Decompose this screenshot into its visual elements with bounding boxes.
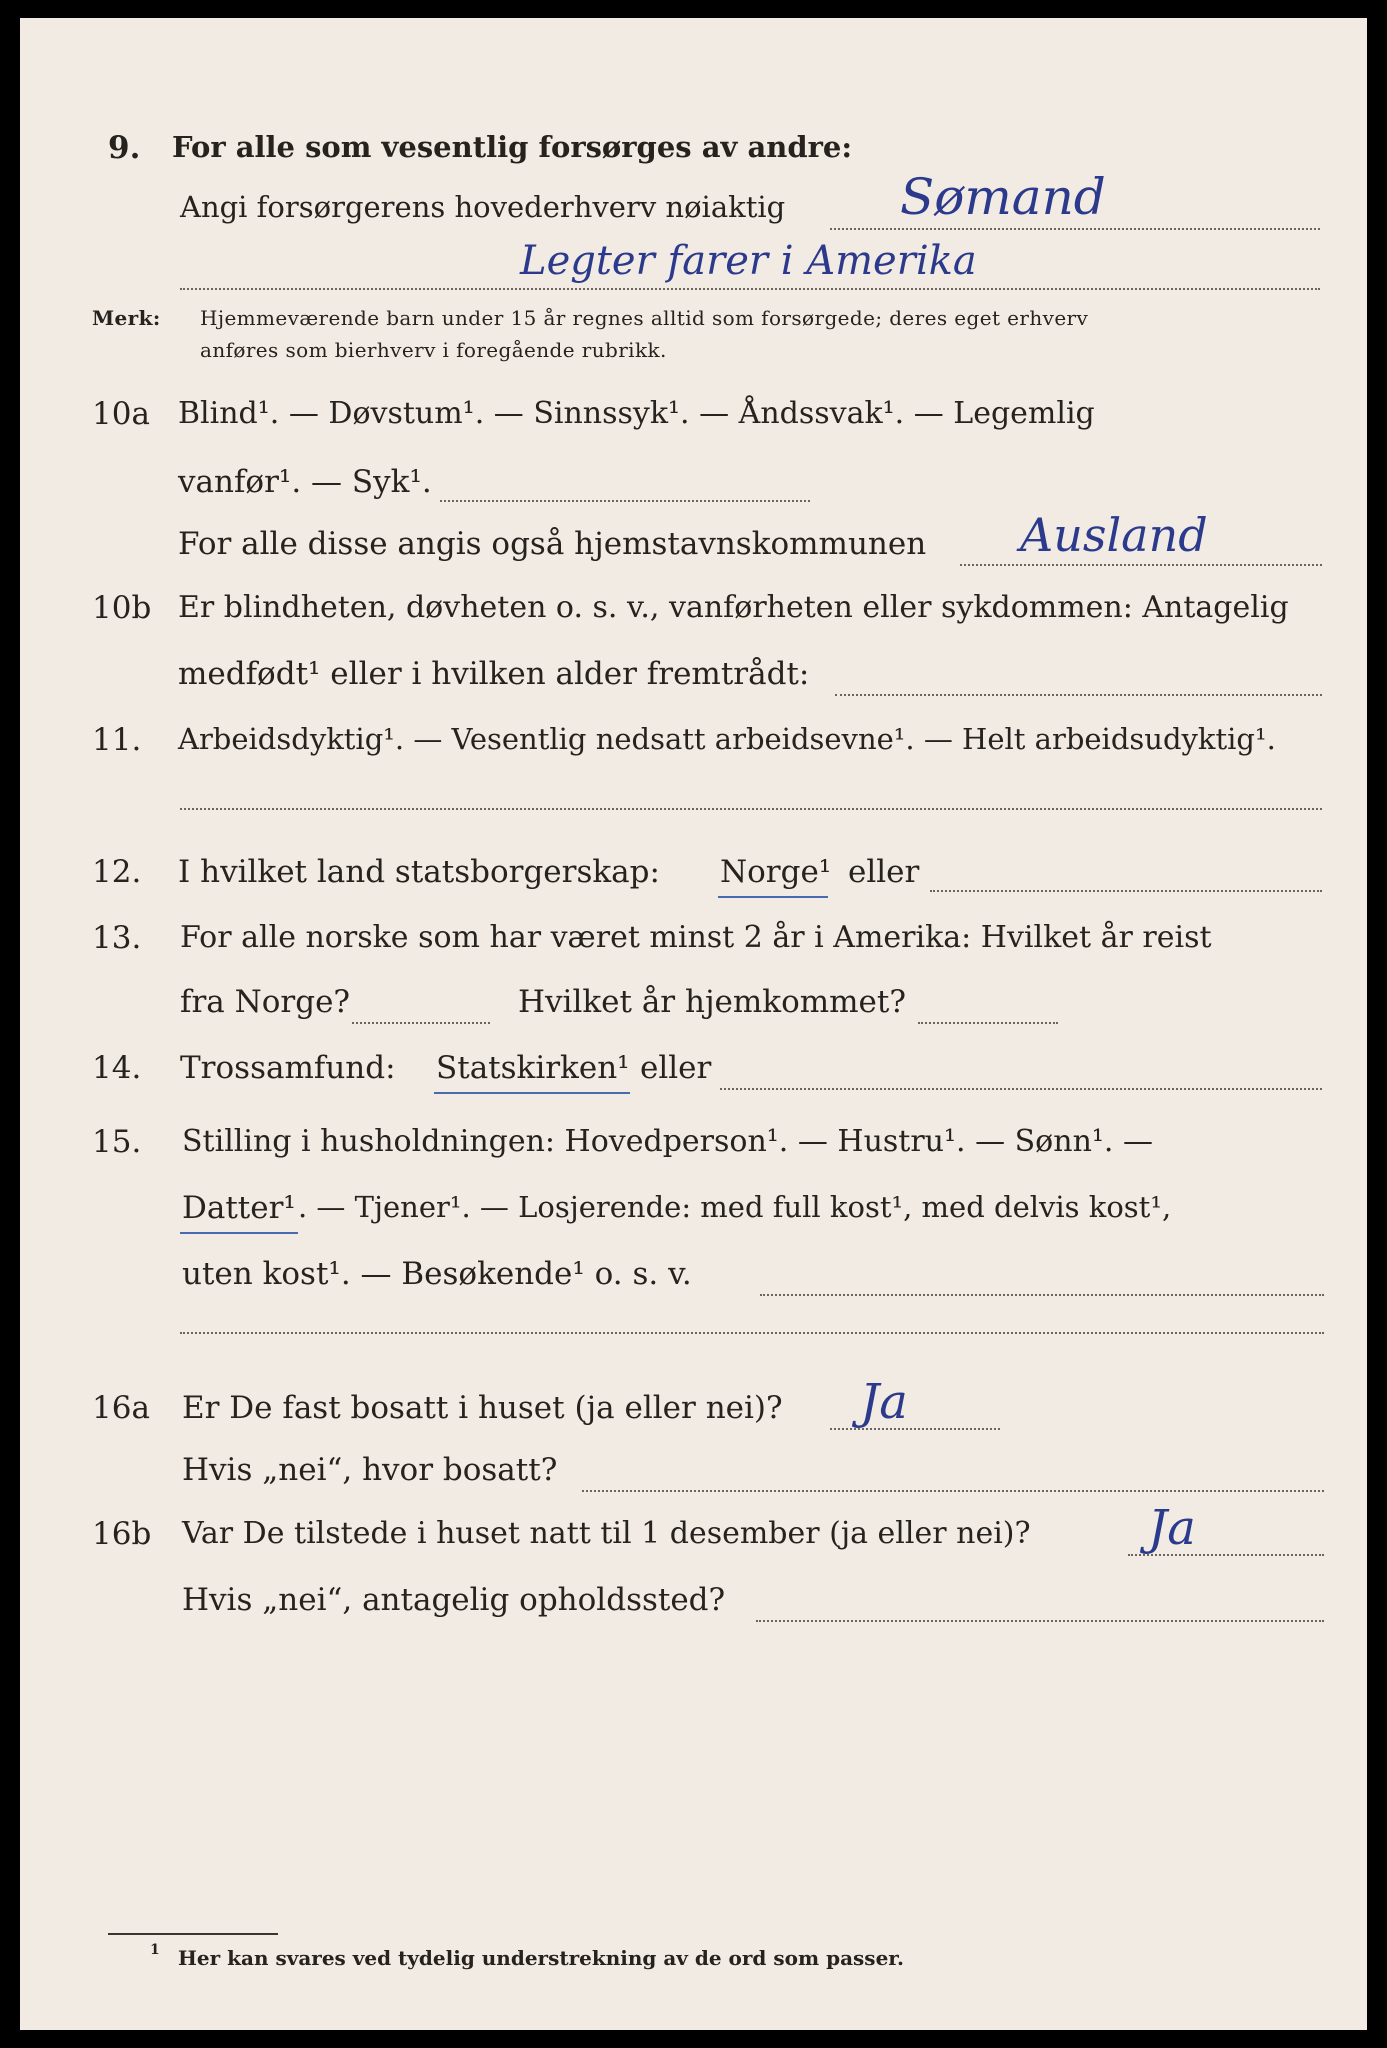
handwritten-answer: Ja — [1148, 1500, 1196, 1556]
question-15-line-3 — [20, 1256, 1367, 1300]
answer-underline — [434, 1092, 630, 1094]
question-text: Blind¹. — Døvstum¹. — Sinnssyk¹. — Åndssvak¹. — Legemlig — [178, 396, 1095, 431]
question-10b — [20, 590, 1367, 634]
census-form-page — [20, 18, 1367, 2030]
question-text: Er De fast bosatt i huset (ja eller nei)? — [182, 1390, 783, 1426]
answer-line — [180, 1332, 1324, 1334]
footnote-text: Her kan svares ved tydelig understrekning av de ord som passer. — [178, 1946, 904, 1970]
answer-line — [930, 890, 1322, 892]
question-text: Var De tilstede i huset natt til 1 desember (ja eller nei)? — [182, 1516, 1031, 1551]
question-12 — [20, 854, 1367, 898]
question-text: vanfør¹. — Syk¹. — [178, 464, 432, 500]
note-text: anføres som bierhverv i foregående rubrikk. — [200, 338, 667, 362]
handwritten-answer: Ausland — [1020, 508, 1208, 562]
question-15-line-2 — [20, 1190, 1367, 1234]
question-16b-line-2 — [20, 1582, 1367, 1626]
answer-line — [180, 288, 1320, 290]
footnote-mark: 1 — [150, 1942, 160, 1958]
question-number: 11. — [92, 722, 142, 758]
footnote-divider — [108, 1933, 278, 1935]
underlined-option-statskirken: Statskirken¹ — [436, 1050, 630, 1086]
question-text: fra Norge? — [180, 984, 351, 1020]
question-16a — [20, 1374, 1367, 1434]
question-text: eller — [640, 1050, 712, 1086]
note-merk-line-2 — [20, 338, 1367, 382]
question-10b-line-2 — [20, 656, 1367, 700]
answer-underline — [718, 896, 828, 898]
question-text: . — Tjener¹. — Losjerende: med full kost¹, med delvis kost¹, — [298, 1190, 1172, 1224]
answer-line — [960, 564, 1322, 566]
question-text: Hvis „nei“, hvor bosatt? — [182, 1452, 558, 1488]
question-13-line-2 — [20, 984, 1367, 1028]
question-number: 16b — [92, 1516, 152, 1552]
answer-line — [835, 694, 1322, 696]
underlined-option-norge: Norge¹ — [720, 854, 832, 890]
question-15 — [20, 1124, 1367, 1168]
question-text: Trossamfund: — [180, 1050, 396, 1086]
question-number: 13. — [92, 920, 142, 956]
question-10a-line-2 — [20, 464, 1367, 508]
question-9-line-2 — [20, 168, 1367, 234]
underlined-option-datter: Datter¹ — [182, 1190, 296, 1226]
handwritten-answer: Ja — [860, 1374, 908, 1430]
question-text: medfødt¹ eller i hvilken alder fremtrådt: — [178, 656, 810, 692]
question-text: Hvilket år hjemkommet? — [518, 984, 906, 1020]
answer-line — [440, 500, 810, 502]
question-number: 14. — [92, 1050, 142, 1086]
note-text: Hjemmeværende barn under 15 år regnes alltid som forsørgede; deres eget erhverv — [200, 306, 1089, 330]
answer-underline — [180, 1232, 298, 1234]
question-text: I hvilket land statsborgerskap: — [178, 854, 660, 890]
question-9-line-3 — [20, 238, 1367, 290]
question-text: eller — [848, 854, 920, 890]
answer-line — [352, 1022, 490, 1024]
answer-line — [918, 1022, 1058, 1024]
question-9 — [20, 130, 1367, 174]
question-number: 9. — [108, 130, 141, 166]
question-11 — [20, 722, 1367, 766]
answer-line — [180, 808, 1322, 810]
note-label: Merk: — [92, 306, 161, 330]
question-text: Stilling i husholdningen: Hovedperson¹. — Hustru¹. — Sønn¹. — — [182, 1124, 1153, 1159]
question-text: Arbeidsdyktig¹. — Vesentlig nedsatt arbeidsevne¹. — Helt arbeidsudyktig¹. — [178, 722, 1276, 756]
question-number: 10a — [92, 396, 150, 432]
answer-line — [756, 1620, 1324, 1622]
question-text: uten kost¹. — Besøkende¹ o. s. v. — [182, 1256, 692, 1292]
question-number: 12. — [92, 854, 142, 890]
question-text: For alle som vesentlig forsørges av andre: — [172, 130, 853, 164]
question-16b — [20, 1500, 1367, 1560]
question-10a — [20, 396, 1367, 440]
question-number: 15. — [92, 1124, 142, 1160]
question-13 — [20, 920, 1367, 964]
question-text: Angi forsørgerens hovederhverv nøiaktig — [180, 190, 786, 224]
question-text: For alle norske som har været minst 2 år i Amerika: Hvilket år reist — [180, 920, 1212, 955]
handwritten-answer: Legter farer i Amerika — [520, 238, 977, 284]
answer-line — [760, 1294, 1324, 1296]
handwritten-answer: Sømand — [900, 168, 1106, 226]
question-number: 10b — [92, 590, 152, 626]
question-10a-line-3 — [20, 508, 1367, 570]
answer-line — [830, 1428, 1000, 1430]
answer-line — [582, 1490, 1324, 1492]
question-14 — [20, 1050, 1367, 1094]
question-text: For alle disse angis også hjemstavnskommunen — [178, 526, 927, 562]
answer-line — [830, 228, 1320, 230]
question-text: Hvis „nei“, antagelig opholdssted? — [182, 1582, 726, 1618]
question-16a-line-2 — [20, 1452, 1367, 1496]
question-number: 16a — [92, 1390, 150, 1426]
question-text: Er blindheten, døvheten o. s. v., vanførheten eller sykdommen: Antagelig — [178, 590, 1289, 625]
answer-line — [720, 1088, 1322, 1090]
